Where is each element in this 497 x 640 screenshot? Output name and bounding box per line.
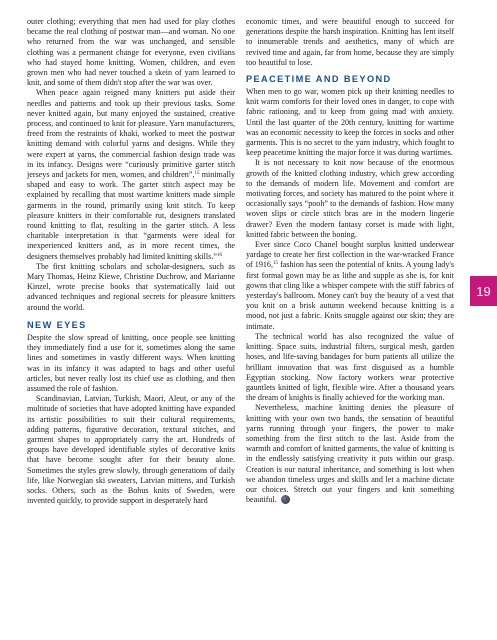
paragraph: It is not necessary to knit now because of the enormous growth of the knitted clothing industry, which grew according to the demands of modern life. Movement and comfort are motivating forces, and society has matured to the point where it occasionally says “pooh” to the demands of fashion. How many woven slips or circle stitch bras are in the modern lingerie drawer? Even the modern fantasy corset is made with light, knitted fabric between the boning. <box>246 158 454 239</box>
paragraph-text: minimally shaped and easy to work. The garter stitch aspect may be explained by recalling that most wartime knitters made simple garments in the round, primarily using knit stitch. To keep pleasure knitters in their comfortable rut, designers translated round knitting to flat, resulting in the garter stitch. A less charitable interpretation is that “garments were ideal for inexperienced knitters and, as in more recent times, the designers themselves probably had limited knitting skills.” <box>27 170 235 261</box>
paragraph: Scandinavian, Latvian, Turkish, Maori, Aleut, or any of the multitude of societies that have adopted knitting have expanded its artistic possibilities to suit their cultural requirements, adding patterns, figurative decoration, textural stitches, and garment shapes to appropriately carry the art. Hundreds of groups have developed identifiable styles of decorative knits that have become sought after for their beauty alone. Sometimes the styles grew slowly, through generations of daily life, like Norwegian ski sweaters, Latvian mittens, and Turkish socks. Others, such as the Bohus knits of Sweden, were invented quickly, to provide support in desperately hard <box>27 394 235 506</box>
paragraph <box>246 403 454 505</box>
section-heading: NEW EYES <box>27 319 87 330</box>
paragraph-text: Ever since Coco Chanel bought surplus knitted underwear yardage to create her first collection in the war-wracked France of 1916, <box>246 240 454 270</box>
page-number-tab <box>470 276 497 306</box>
paragraph <box>246 240 454 332</box>
paragraph <box>27 88 235 261</box>
paragraph: The technical world has also recognized the value of knitting. Space suits, industrial filters, surgical mesh, garden hoses, and life-saving bandages for burn patients all utilize the brilliant innovation that was first disguised as a humble Egyptian stocking. Now factory workers wear protective gauntlets knitted of light, flexible wire. After a thousand years the dream of knights is finally achieved for the working man. <box>246 331 454 403</box>
paragraph: outer clothing; everything that men had used for play clothes became the real clothing of postwar man—and woman. No one who returned from the war was unchanged, and sensible clothing was a permanent change for everyone, even civilians who had stayed home knitting. Women, children, and even grown men who had never touched a skein of yarn learned to knit, and some of them didn't stop after the war was over. <box>27 17 235 88</box>
paragraph-text: fashion has seen the potential of knits. A young lady's first formal gown may be as lithe and supple as she is, for knit gowns that cling like a whisper compete with the stiff fabrics of yesterday's ballroom. Money can't buy the beauty of a vest that you knit on a brisk autumn weekend because knitting is a mood, not just a fabric. Knits snuggle against our skin; they are intimate. <box>246 260 454 331</box>
footnote-ref: 16 <box>216 252 222 258</box>
footnote-ref: 15 <box>273 261 279 267</box>
paragraph-text: Nevertheless, machine knitting denies the pleasure of knitting with your own two hands, the sensation of beautiful yarns running through your fingers, the power to make something from the first stitch to the last. Aside from the warmth and comfort of knitted garments, the value of knitting is in the endlessly satisfying creativity it puts within our grasp. Creation is our natural inheritance, and something is lost when we abandon timeless urges and skills and let a machine dictate our choices. Stretch out your fingers and knit something beautiful. <box>246 403 454 505</box>
paragraph: economic times, and were beautiful enough to succeed for generations despite the harsh inspiration. Knitting has lent itself to innumerable trends and aesthetics, many of which are revived time and again, far from home, because they are simply too beautiful to lose. <box>246 17 454 67</box>
paragraph: The first knitting scholars and scholar-designers, such as Mary Thomas, Heinz Kiewe, Christine Duchrow, and Marianne Kinzel, wrote precise books that systematically laid out advanced techniques and regional secrets for pleasure knitters around the world. <box>27 261 235 312</box>
left-column <box>27 17 235 506</box>
right-column <box>246 17 454 505</box>
footnote-ref: 15 <box>194 171 200 177</box>
section-heading: PEACETIME AND BEYOND <box>246 74 392 85</box>
end-of-article-ornament-icon <box>281 495 290 504</box>
paragraph: Despite the slow spread of knitting, once people see knitting they immediately find a use for it, sometimes along the same lines and sometimes in vastly different ways. When knitting was in its infancy it was adapted to bags and other useful articles, but never really lost its chief use as clothing, and then assumed the role of fashion. <box>27 332 235 393</box>
page-number: 19 <box>476 283 491 299</box>
paragraph: When men to go war, women pick up their knitting needles to knit warm comforts for their loved ones in danger, to cope with fabric rationing, and to keep from going mad with anxiety. Until the last quarter of the 20th century, knitting for wartime was an economic necessity to keep the forces in socks and other garments. This is no secret to the yarn industry, which fought to keep peacetime knitting the major force it was during wartimes. <box>246 87 454 158</box>
paragraph-text: When peace again reigned many knitters put aside their needles and patterns and took up their previous tasks. Some never knitted again, but many enjoyed the sustained, creative process, and continued to knit for pleasure. Yarn manufacturers, freed from the restraints of khaki, worked to meet the postwar knitting demand with colorful yarns and designs. While they were expert at yarns, the commercial fashion design trade was in its infancy. Designs were “curiously primitive garter stitch jerseys and jackets for men, women, and children”, <box>27 88 235 180</box>
